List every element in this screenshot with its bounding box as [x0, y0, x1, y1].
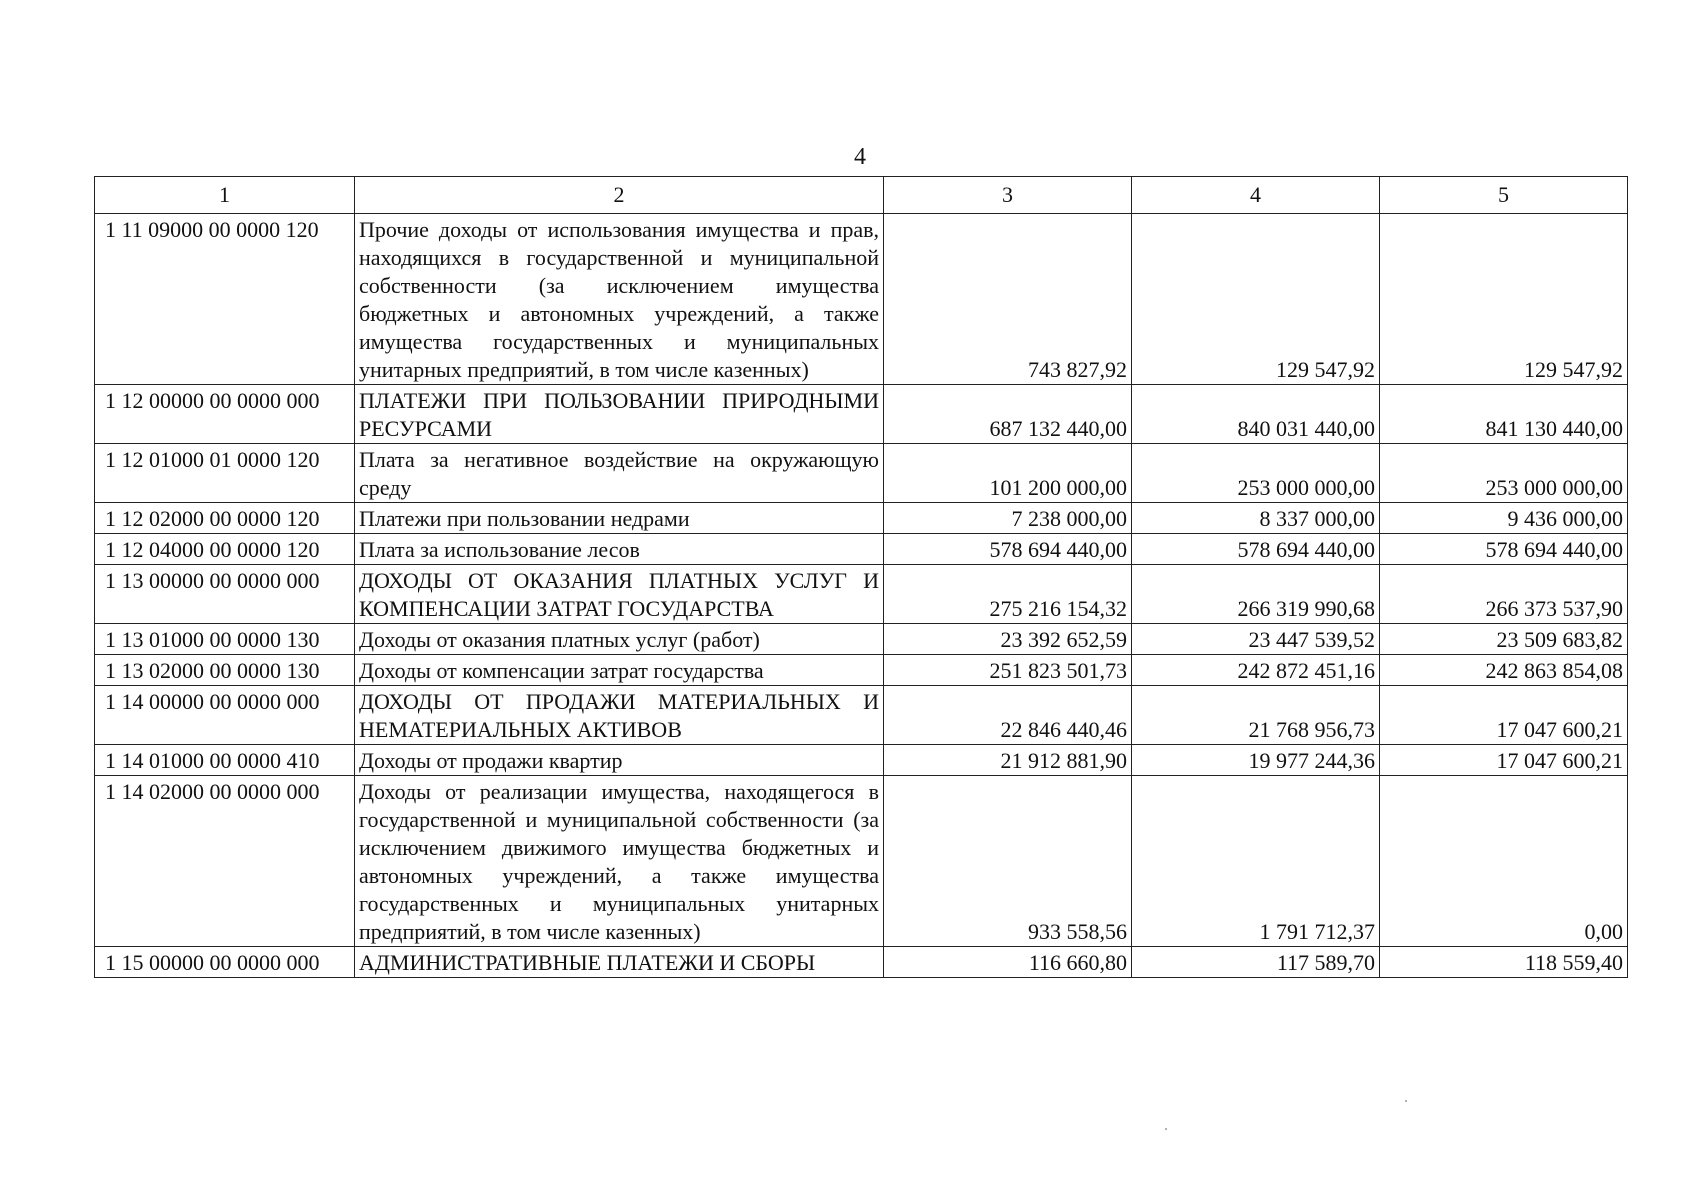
- amount-col-5: 9 436 000,00: [1380, 503, 1628, 534]
- scan-speck: [1165, 1128, 1167, 1130]
- budget-code: 1 12 04000 00 0000 120: [95, 534, 355, 565]
- amount-col-4: 253 000 000,00: [1132, 444, 1380, 503]
- amount-col-3: 23 392 652,59: [884, 624, 1132, 655]
- amount-col-4: 23 447 539,52: [1132, 624, 1380, 655]
- budget-code: 1 14 02000 00 0000 000: [95, 776, 355, 947]
- amount-col-4: 21 768 956,73: [1132, 686, 1380, 745]
- amount-col-4: 117 589,70: [1132, 947, 1380, 978]
- revenue-name: Доходы от реализации имущества, находящегося в государственной и муниципальной собственности (за исключением движимого имущества бюджетных и автономных учреждений, а также имущества государственных и муниципальных унитарных предприятий, в том числе казенных): [355, 776, 884, 947]
- table-row: [95, 686, 1628, 745]
- revenue-name: ПЛАТЕЖИ ПРИ ПОЛЬЗОВАНИИ ПРИРОДНЫМИ РЕСУРСАМИ: [355, 385, 884, 444]
- column-header-5: 5: [1380, 177, 1628, 214]
- revenue-name: ДОХОДЫ ОТ ПРОДАЖИ МАТЕРИАЛЬНЫХ И НЕМАТЕРИАЛЬНЫХ АКТИВОВ: [355, 686, 884, 745]
- table-row: [95, 565, 1628, 624]
- budget-code: 1 15 00000 00 0000 000: [95, 947, 355, 978]
- amount-col-3: 22 846 440,46: [884, 686, 1132, 745]
- revenue-name: Платежи при пользовании недрами: [355, 503, 884, 534]
- amount-col-5: 129 547,92: [1380, 214, 1628, 385]
- table-row: [95, 624, 1628, 655]
- revenue-name: Прочие доходы от использования имущества и прав, находящихся в государственной и муниципальной собственности (за исключением имущества бюджетных и автономных учреждений, а также имущества государственных и муниципальных унитарных предприятий, в том числе казенных): [355, 214, 884, 385]
- table-row: [95, 745, 1628, 776]
- amount-col-4: 266 319 990,68: [1132, 565, 1380, 624]
- amount-col-3: 578 694 440,00: [884, 534, 1132, 565]
- table-row: [95, 947, 1628, 978]
- amount-col-4: 8 337 000,00: [1132, 503, 1380, 534]
- table-row: [95, 776, 1628, 947]
- revenue-name: Доходы от компенсации затрат государства: [355, 655, 884, 686]
- column-header-2: 2: [355, 177, 884, 214]
- revenue-name: Доходы от оказания платных услуг (работ): [355, 624, 884, 655]
- amount-col-3: 687 132 440,00: [884, 385, 1132, 444]
- revenue-table: [94, 176, 1628, 978]
- amount-col-5: 17 047 600,21: [1380, 686, 1628, 745]
- amount-col-3: 251 823 501,73: [884, 655, 1132, 686]
- scan-speck: [1405, 1100, 1407, 1102]
- amount-col-4: 242 872 451,16: [1132, 655, 1380, 686]
- amount-col-4: 129 547,92: [1132, 214, 1380, 385]
- amount-col-5: 0,00: [1380, 776, 1628, 947]
- header-row: [95, 177, 1628, 214]
- amount-col-5: 841 130 440,00: [1380, 385, 1628, 444]
- column-header-4: 4: [1132, 177, 1380, 214]
- table-row: [95, 655, 1628, 686]
- amount-col-4: 19 977 244,36: [1132, 745, 1380, 776]
- amount-col-5: 242 863 854,08: [1380, 655, 1628, 686]
- revenue-name: АДМИНИСТРАТИВНЫЕ ПЛАТЕЖИ И СБОРЫ: [355, 947, 884, 978]
- amount-col-3: 116 660,80: [884, 947, 1132, 978]
- budget-code: 1 13 01000 00 0000 130: [95, 624, 355, 655]
- amount-col-3: 7 238 000,00: [884, 503, 1132, 534]
- table-row: [95, 503, 1628, 534]
- budget-code: 1 14 00000 00 0000 000: [95, 686, 355, 745]
- budget-code: 1 13 00000 00 0000 000: [95, 565, 355, 624]
- budget-code: 1 11 09000 00 0000 120: [95, 214, 355, 385]
- amount-col-5: 578 694 440,00: [1380, 534, 1628, 565]
- amount-col-5: 253 000 000,00: [1380, 444, 1628, 503]
- amount-col-5: 17 047 600,21: [1380, 745, 1628, 776]
- amount-col-4: 1 791 712,37: [1132, 776, 1380, 947]
- table-row: [95, 385, 1628, 444]
- amount-col-3: 275 216 154,32: [884, 565, 1132, 624]
- amount-col-3: 743 827,92: [884, 214, 1132, 385]
- revenue-name: Плата за использование лесов: [355, 534, 884, 565]
- column-header-3: 3: [884, 177, 1132, 214]
- amount-col-5: 266 373 537,90: [1380, 565, 1628, 624]
- page-number: 4: [854, 144, 866, 170]
- revenue-name: Доходы от продажи квартир: [355, 745, 884, 776]
- amount-col-3: 933 558,56: [884, 776, 1132, 947]
- amount-col-4: 840 031 440,00: [1132, 385, 1380, 444]
- amount-col-5: 118 559,40: [1380, 947, 1628, 978]
- budget-code: 1 12 00000 00 0000 000: [95, 385, 355, 444]
- table-row: [95, 534, 1628, 565]
- revenue-name: ДОХОДЫ ОТ ОКАЗАНИЯ ПЛАТНЫХ УСЛУГ И КОМПЕНСАЦИИ ЗАТРАТ ГОСУДАРСТВА: [355, 565, 884, 624]
- budget-code: 1 12 02000 00 0000 120: [95, 503, 355, 534]
- amount-col-5: 23 509 683,82: [1380, 624, 1628, 655]
- amount-col-4: 578 694 440,00: [1132, 534, 1380, 565]
- budget-code: 1 14 01000 00 0000 410: [95, 745, 355, 776]
- amount-col-3: 21 912 881,90: [884, 745, 1132, 776]
- budget-code: 1 13 02000 00 0000 130: [95, 655, 355, 686]
- revenue-name: Плата за негативное воздействие на окружающую среду: [355, 444, 884, 503]
- table-row: [95, 444, 1628, 503]
- amount-col-3: 101 200 000,00: [884, 444, 1132, 503]
- table-row: [95, 214, 1628, 385]
- budget-code: 1 12 01000 01 0000 120: [95, 444, 355, 503]
- column-header-1: 1: [95, 177, 355, 214]
